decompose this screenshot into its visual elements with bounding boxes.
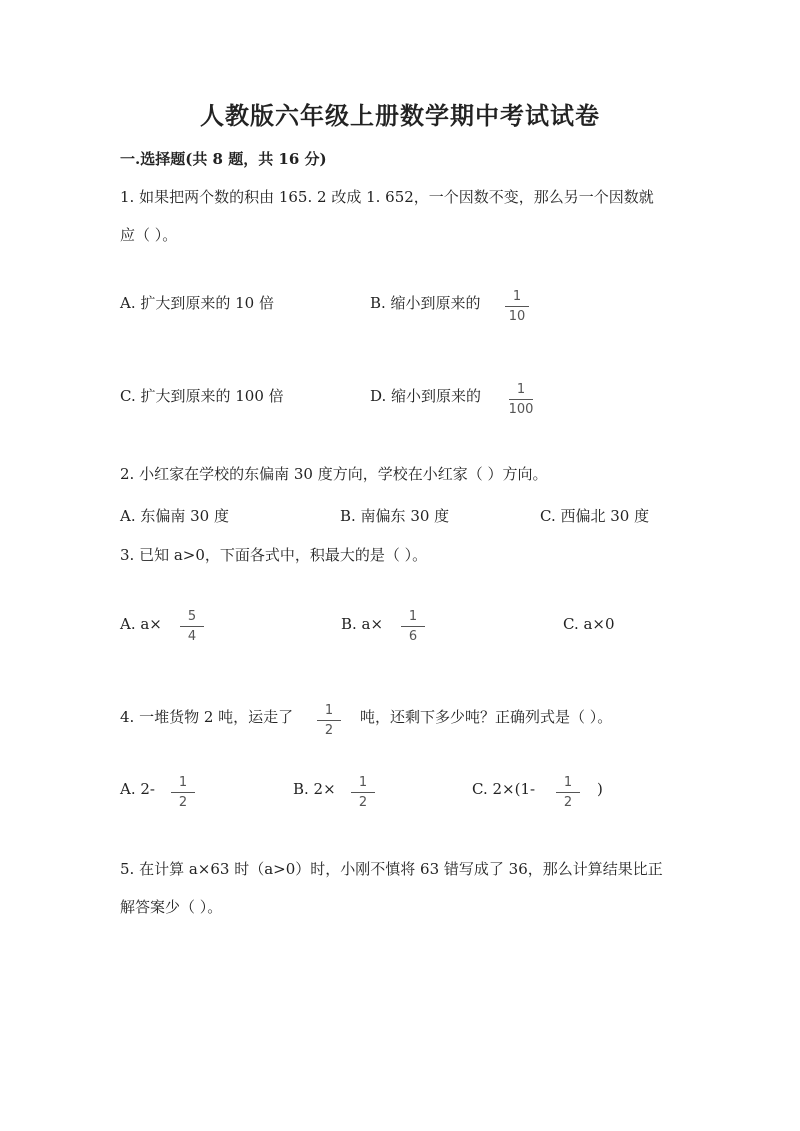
fraction-numerator: 5: [187, 609, 197, 624]
fraction-denominator: 4: [187, 629, 197, 644]
fraction-denominator: 2: [563, 795, 573, 810]
fraction-numerator: 1: [512, 289, 522, 304]
question-1-option-d-fraction: [506, 382, 536, 417]
question-3-option-a: A. a×: [120, 615, 162, 633]
fraction-numerator: 1: [408, 609, 418, 624]
question-1-option-b: B. 缩小到原来的: [370, 294, 481, 312]
fraction-bar: [556, 792, 580, 793]
question-2-option-c: C. 西偏北 30 度: [540, 507, 650, 525]
question-1-option-a: A. 扩大到原来的 10 倍: [120, 294, 274, 312]
question-4-option-b: B. 2×: [293, 780, 336, 798]
question-2-option-b: B. 南偏东 30 度: [340, 507, 450, 525]
fraction-bar: [509, 399, 533, 400]
fraction-denominator: 6: [408, 629, 418, 644]
fraction-denominator: 2: [178, 795, 188, 810]
question-1-line-1: 1. 如果把两个数的积由 165. 2 改成 1. 652，一个因数不变，那么另一个因数就: [120, 188, 654, 206]
question-4-option-c-close: ): [597, 780, 603, 798]
question-4-option-c: C. 2×(1-: [472, 780, 536, 798]
question-1-option-b-fraction: [502, 289, 532, 324]
question-3-option-b: B. a×: [341, 615, 384, 633]
fraction-bar: [401, 626, 425, 627]
question-1-option-d: D. 缩小到原来的: [370, 387, 482, 405]
question-1-line-2: 应（ ）。: [120, 226, 178, 244]
question-3-option-a-fraction: [177, 609, 207, 644]
question-3-text: 3. 已知 a>0，下面各式中，积最大的是（ ）。: [120, 546, 428, 564]
page-title: 人教版六年级上册数学期中考试试卷: [200, 101, 600, 130]
question-5-line-1: 5. 在计算 a×63 时（a>0）时，小刚不慎将 63 错写成了 36，那么计算结果比正: [120, 860, 663, 878]
question-2-option-a: A. 东偏南 30 度: [120, 507, 229, 525]
section-heading: 一.选择题(共 8 题，共 16 分): [120, 150, 327, 168]
fraction-numerator: 1: [178, 775, 188, 790]
question-4-option-b-fraction: [348, 775, 378, 810]
question-3-option-c: C. a×0: [563, 615, 615, 633]
fraction-denominator: 10: [508, 309, 526, 324]
fraction-bar: [171, 792, 195, 793]
question-4-fraction: [314, 703, 344, 738]
fraction-denominator: 100: [508, 402, 534, 417]
question-5-line-2: 解答案少（ ）。: [120, 898, 223, 916]
question-2-text: 2. 小红家在学校的东偏南 30 度方向，学校在小红家（ ）方向。: [120, 465, 548, 483]
question-4-option-a: A. 2-: [120, 780, 155, 798]
fraction-denominator: 2: [324, 723, 334, 738]
question-4-text-start: 4. 一堆货物 2 吨，运走了: [120, 708, 294, 726]
fraction-numerator: 1: [358, 775, 368, 790]
fraction-numerator: 1: [563, 775, 573, 790]
question-4-option-a-fraction: [168, 775, 198, 810]
question-3-option-b-fraction: [398, 609, 428, 644]
fraction-denominator: 2: [358, 795, 368, 810]
fraction-numerator: 1: [324, 703, 334, 718]
question-4-text-end: 吨，还剩下多少吨？正确列式是（ ）。: [360, 708, 613, 726]
fraction-bar: [317, 720, 341, 721]
fraction-numerator: 1: [516, 382, 526, 397]
fraction-bar: [351, 792, 375, 793]
fraction-bar: [180, 626, 204, 627]
question-1-option-c: C. 扩大到原来的 100 倍: [120, 387, 284, 405]
question-4-option-c-fraction: [553, 775, 583, 810]
fraction-bar: [505, 306, 529, 307]
